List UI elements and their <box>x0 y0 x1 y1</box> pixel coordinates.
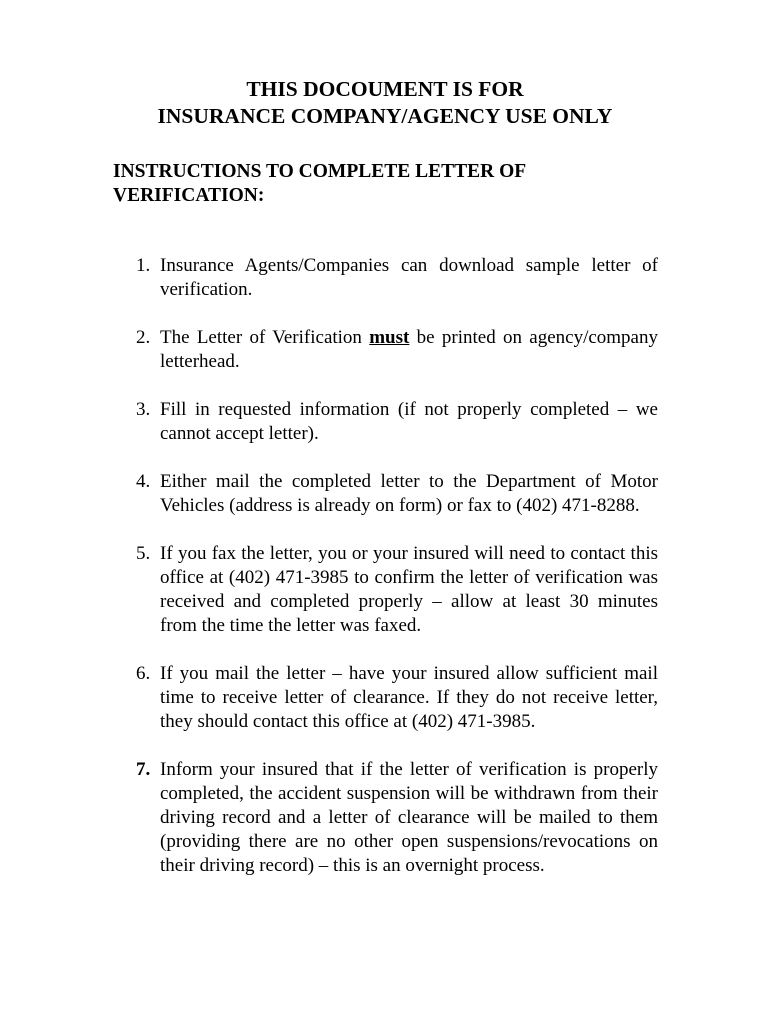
item-text-after: be printed on agency/company letterhead. <box>160 327 658 372</box>
document-title <box>0 76 770 130</box>
item-text: If you fax the letter, you or your insured will need to contact this office at (402) 471-3985 to confirm the letter of verification was received and completed properly – allow at least 30 minutes from the time the letter was faxed. <box>160 543 658 636</box>
list-item-5 <box>136 542 658 638</box>
item-text-before: The Letter of Verification <box>160 327 370 348</box>
instructions-heading-line-2: VERIFICATION: <box>113 185 265 206</box>
list-item-6 <box>136 662 658 734</box>
item-number: 4. <box>136 471 151 492</box>
title-line-2: INSURANCE COMPANY/AGENCY USE ONLY <box>157 104 613 128</box>
list-item-1 <box>136 254 658 302</box>
list-item-4 <box>136 470 658 518</box>
must-emphasis: must <box>369 327 410 348</box>
list-item-3 <box>136 398 658 446</box>
title-line-1: THIS DOCOUMENT IS FOR <box>246 77 524 101</box>
list-item-7 <box>136 758 658 878</box>
item-text: Inform your insured that if the letter of verification is properly completed, the accident suspension will be withdrawn from their driving record and a letter of clearance will be mailed to them (providing there are no other open suspensions/revocations on their driving record) – this is an overnight process. <box>160 759 658 876</box>
item-text: Fill in requested information (if not properly completed – we cannot accept letter). <box>160 399 658 444</box>
item-text: Either mail the completed letter to the Department of Motor Vehicles (address is already on form) or fax to (402) 471-8288. <box>160 471 658 516</box>
item-text: Insurance Agents/Companies can download sample letter of verification. <box>160 255 658 300</box>
item-number: 6. <box>136 663 151 684</box>
item-text: If you mail the letter – have your insured allow sufficient mail time to receive letter of clearance. If they do not receive letter, they should contact this office at (402) 471-3985. <box>160 663 658 732</box>
instruction-list <box>136 254 658 902</box>
item-number: 7. <box>136 759 151 780</box>
item-number: 1. <box>136 255 151 276</box>
item-number: 2. <box>136 327 151 348</box>
list-item-2 <box>136 326 658 374</box>
item-number: 5. <box>136 543 151 564</box>
item-number: 3. <box>136 399 151 420</box>
instructions-heading-line-1: INSTRUCTIONS TO COMPLETE LETTER OF <box>113 161 527 182</box>
instructions-heading <box>113 160 573 208</box>
